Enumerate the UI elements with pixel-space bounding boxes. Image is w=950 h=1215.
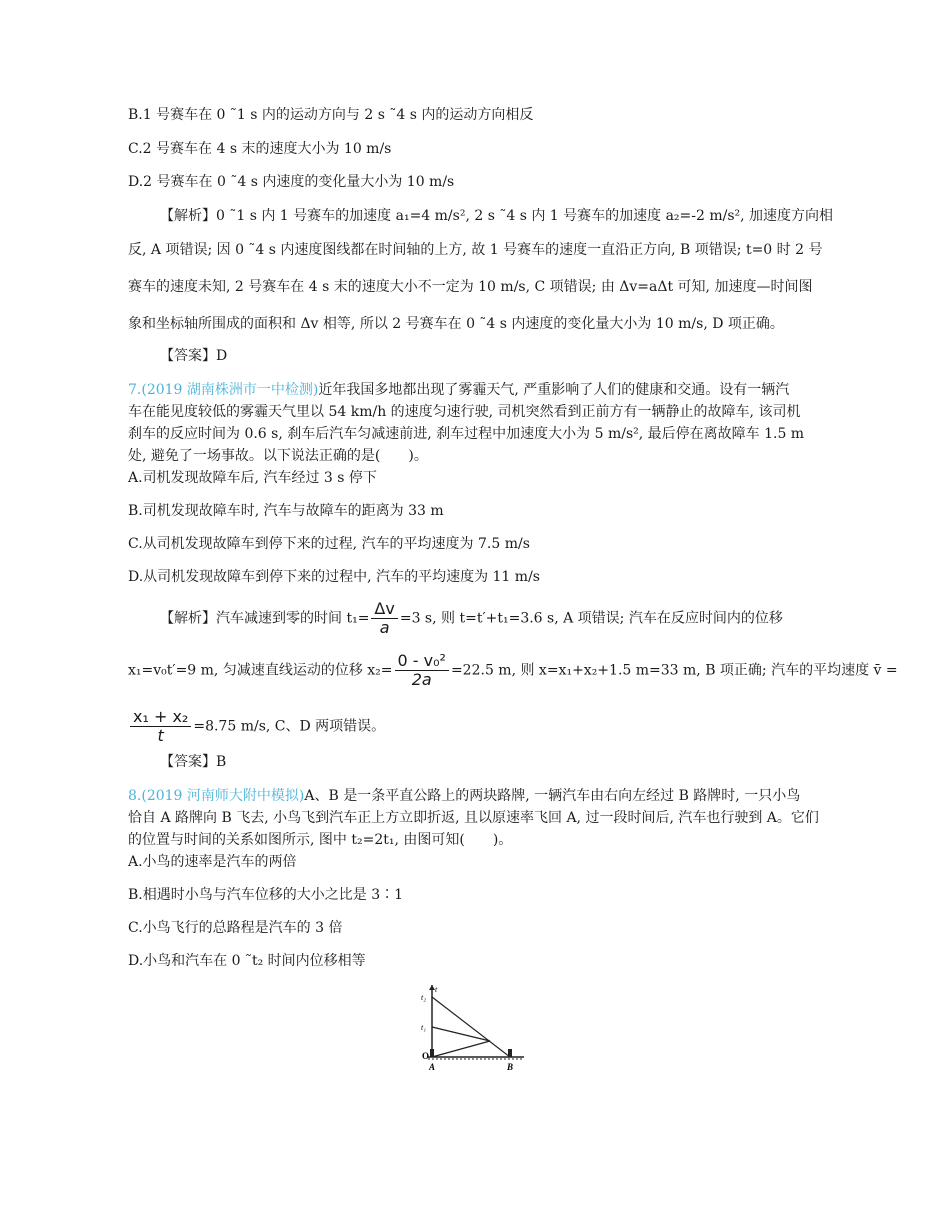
car-trajectory (432, 997, 510, 1057)
q7-number: 7. (128, 382, 142, 398)
q7-option-a: A.司机发现故障车后, 汽车经过 3 s 停下 (128, 470, 377, 486)
q6-analysis-line-2: 反, A 项错误; 因 0 ˜4 s 内速度图线都在时间轴的上方, 故 1 号赛车的速度一直沿正方向, B 项错误; t=0 时 2 号 (128, 242, 823, 258)
q7-fraction-denominator: a (379, 618, 390, 637)
sign-a-marker (430, 1049, 434, 1057)
q8-option-c: C.小鸟飞行的总路程是汽车的 3 倍 (128, 920, 343, 936)
q6-analysis-line-1: 【解析】0 ˜1 s 内 1 号赛车的加速度 a₁=4 m/s², 2 s ˜4 s 内 1 号赛车的加速度 a₂=-2 m/s², 加速度方向相 (160, 208, 834, 224)
q8-stem-line-1 (128, 786, 800, 806)
q7-option-b: B.司机发现故障车时, 汽车与故障车的距离为 33 m (128, 503, 444, 519)
q6-option-b: B.1 号赛车在 0 ˜1 s 内的运动方向与 2 s ˜4 s 内的运动方向相反 (128, 107, 534, 123)
q8-number: 8. (128, 788, 142, 804)
q8-option-d: D.小鸟和汽车在 0 ˜t₂ 时间内位移相等 (128, 953, 366, 969)
q8-option-b: B.相遇时小鸟与汽车位移的大小之比是 3∶1 (128, 887, 404, 903)
q7-fraction-average-velocity (130, 708, 191, 745)
point-a-label: A (429, 1062, 436, 1072)
q7-option-c: C.从司机发现故障车到停下来的过程, 汽车的平均速度为 7.5 m/s (128, 536, 530, 552)
q7-analysis-line-3 (128, 708, 385, 745)
q7-analysis-text-d: =22.5 m, 则 x=x₁+x₂+1.5 m=33 m, B 项正确; 汽车的平均速度 v̄ = (450, 662, 898, 679)
q7-fraction-denominator-2: 2a (411, 670, 432, 689)
q8-option-a: A.小鸟的速率是汽车的两倍 (128, 854, 297, 870)
bird-outbound-trajectory (432, 1041, 490, 1057)
q7-fraction-numerator-2: 0 - v₀² (395, 652, 449, 671)
q7-source: (2019 湖南株洲市一中检测) (141, 382, 319, 398)
q6-analysis-line-4: 象和坐标轴所围成的面积和 Δv 相等, 所以 2 号赛车在 0 ˜4 s 内速度的变化量大小为 10 m/s, D 项正确。 (128, 316, 784, 332)
q7-stem-line-2: 车在能见度较低的雾霾天气里以 54 km/h 的速度匀速行驶, 司机突然看到正前方有一辆静止的故障车, 该司机 (128, 404, 801, 420)
t2-label: t₂ (421, 993, 427, 1002)
q7-fraction-numerator: Δv (371, 600, 397, 619)
q8-source: (2019 河南师大附中模拟) (141, 788, 305, 804)
q7-analysis-text-b: =3 s, 则 t=t′+t₁=3.6 s, A 项错误; 汽车在反应时间内的位移 (399, 610, 783, 627)
t-axis-label: t (435, 985, 438, 994)
q7-stem-line-3: 刹车的反应时间为 0.6 s, 刹车后汽车匀减速前进, 刹车过程中加速度大小为 5 m/s², 最后停在离故障车 1.5 m (128, 426, 805, 442)
q7-option-d: D.从司机发现故障车到停下来的过程中, 汽车的平均速度为 11 m/s (128, 569, 540, 585)
q7-analysis-text-e: =8.75 m/s, C、D 两项错误。 (193, 718, 386, 735)
q7-analysis-text-c: x₁=v₀t′=9 m, 匀减速直线运动的位移 x₂= (128, 662, 393, 679)
q7-fraction-numerator-3: x₁ + x₂ (130, 708, 191, 727)
q7-stem-text-1: 近年我国多地都出现了雾霾天气, 严重影响了人们的健康和交通。设有一辆汽 (318, 382, 790, 398)
q7-answer: 【答案】B (160, 754, 227, 770)
q7-analysis-text-a: 【解析】汽车减速到零的时间 t₁= (160, 610, 370, 627)
q6-analysis-line-3: 赛车的速度未知, 2 号赛车在 4 s 末的速度大小不一定为 10 m/s, C 项错误; 由 Δv=aΔt 可知, 加速度—时间图 (128, 279, 813, 295)
q7-fraction-denominator-3: t (157, 726, 164, 745)
q6-option-d: D.2 号赛车在 0 ˜4 s 内速度的变化量大小为 10 m/s (128, 174, 455, 190)
q7-analysis-line-2 (128, 652, 898, 689)
position-time-figure (418, 985, 530, 1075)
q7-analysis-line-1 (160, 600, 783, 637)
q6-option-c: C.2 号赛车在 4 s 末的速度大小为 10 m/s (128, 141, 392, 157)
q7-stem-line-1 (128, 380, 789, 400)
q7-stem-line-4: 处, 避免了一场事故。以下说法正确的是( )。 (128, 448, 428, 464)
origin-label: O (422, 1051, 430, 1061)
q8-stem-line-3: 的位置与时间的关系如图所示, 图中 t₂=2t₁, 由图可知( )。 (128, 832, 513, 848)
q7-fraction-dv-over-a (371, 600, 397, 637)
q7-fraction-displacement (395, 652, 449, 689)
t1-label: t₁ (421, 1023, 427, 1032)
q8-stem-line-2: 恰自 A 路牌向 B 飞去, 小鸟飞到汽车正上方立即折返, 且以原速率飞回 A, 过一段时间后, 汽车也行驶到 A。它们 (128, 810, 819, 826)
q6-answer: 【答案】D (160, 348, 228, 364)
q8-stem-text-1: A、B 是一条平直公路上的两块路牌, 一辆汽车由右向左经过 B 路牌时, 一只小鸟 (304, 788, 801, 804)
point-b-label: B (507, 1062, 514, 1072)
